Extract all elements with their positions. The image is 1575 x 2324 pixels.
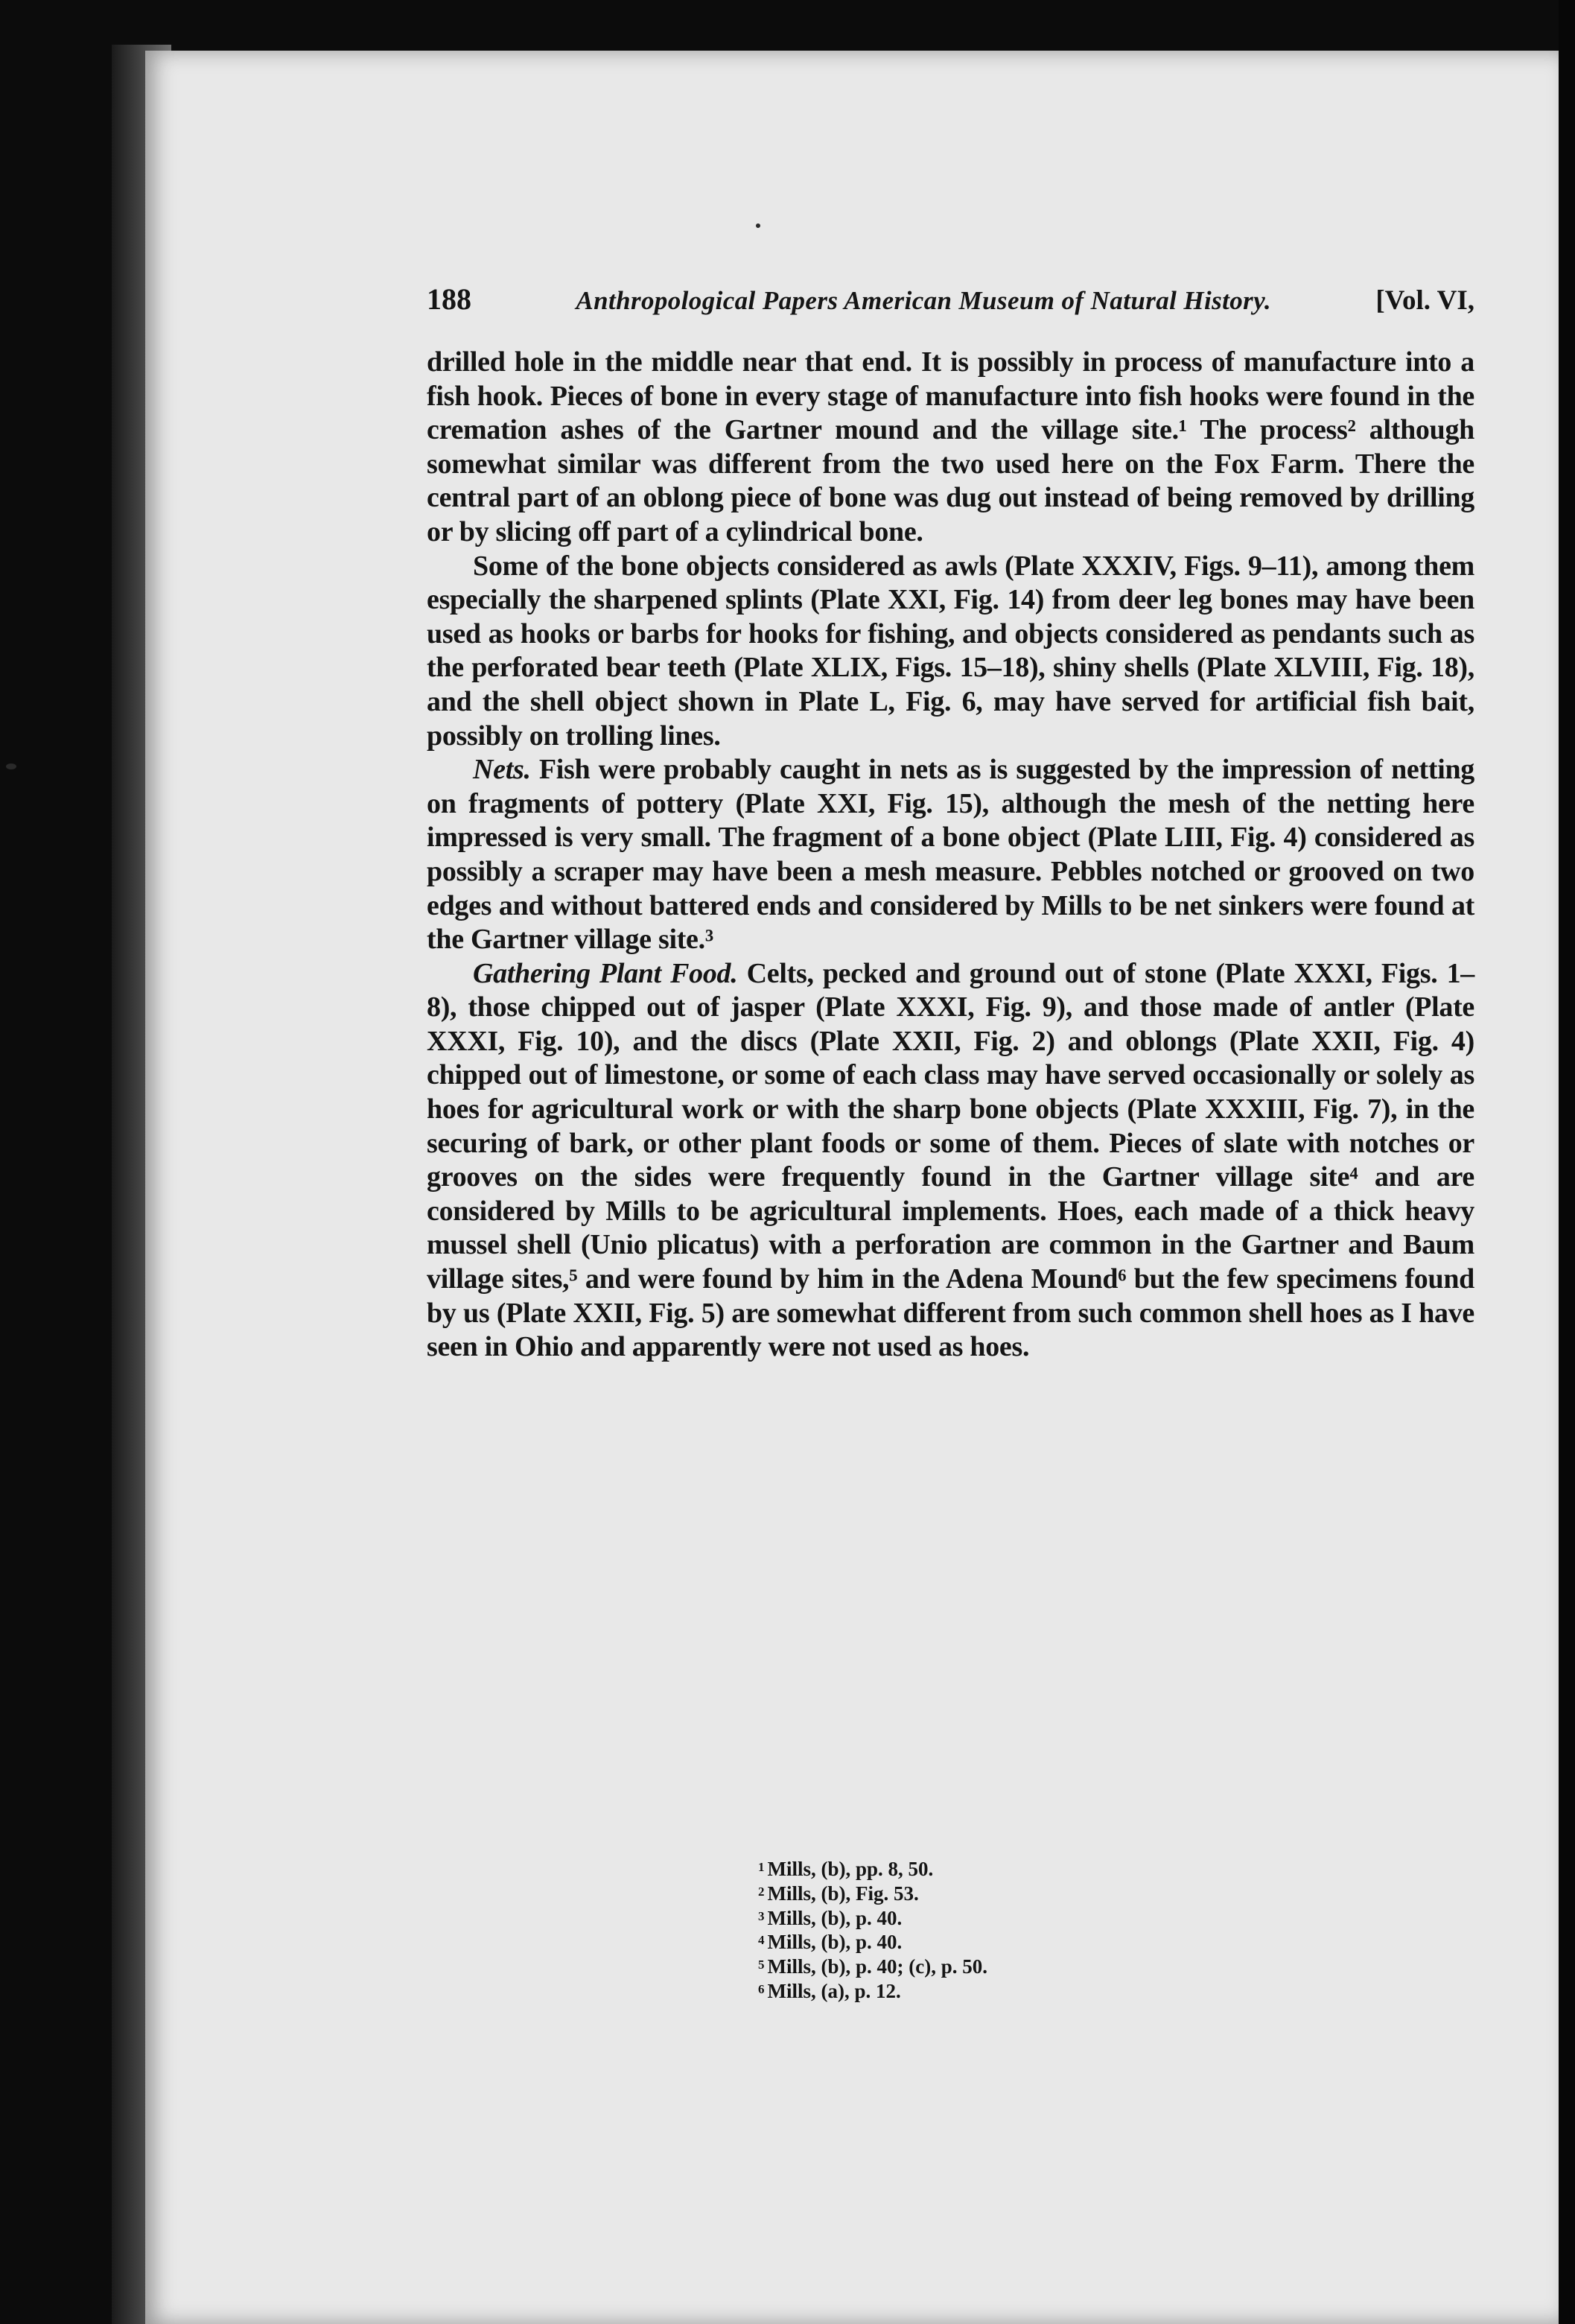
footnote-text: Mills, (b), p. 40. (767, 1931, 903, 1954)
journal-title: Anthropological Papers American Museum of Natural History. (576, 286, 1271, 315)
footnote-text: Mills, (b), p. 40; (c), p. 50. (767, 1955, 987, 1978)
footnote-number: 1 (758, 1860, 765, 1874)
running-head (427, 282, 1474, 346)
footnote (758, 1856, 987, 1881)
footnote-text: Mills, (b), pp. 8, 50. (767, 1858, 934, 1880)
footnote-text: Mills, (a), p. 12. (767, 1979, 901, 2002)
page-number: 188 (427, 282, 471, 316)
footnote-number: 6 (758, 1981, 765, 1996)
footnote (758, 1905, 987, 1930)
scan-speck (6, 763, 16, 769)
footnote (758, 1978, 987, 2003)
paragraph-text: Celts, pecked and ground out of stone (Plate XXXI, Figs. 1–8), those chipped out of jasper (Plate XXXI, Fig. 9), and those made of antler (Plate XXXI, Fig. 10), and the discs (Plate XXII, Fig. 2) and oblongs (Plate XXII, Fig. 4) chipped out of limestone, or some of each class may have served occasionally or solely as hoes for agricultural work or with the sharp bone objects (Plate XXXIII, Fig. 7), in the securing of bark, or other plant foods or some of them. Pieces of slate with notches or grooves on the sides were frequently found in the Gartner village site⁴ and are considered by Mills to be agricultural implements. Hoes, each made of a thick heavy mussel shell (Unio plicatus) with a perforation are common in the Gartner and Baum village sites,⁵ and were found by him in the Adena Mound⁶ but the few specimens found by us (Plate XXII, Fig. 5) are somewhat different from such common shell hoes as I have seen in Ohio and apparently were not used as hoes. (427, 957, 1474, 1363)
body-text (427, 346, 1474, 1365)
paragraph (427, 753, 1474, 957)
footnote-number: 4 (758, 1933, 765, 1948)
section-heading: Nets. (473, 754, 531, 786)
paragraph (427, 957, 1474, 1365)
footnote-text: Mills, (b), p. 40. (767, 1906, 903, 1929)
paragraph-text: drilled hole in the middle near that end. It is possibly in process of manufacture into a fish hook. Pieces of bone in every stage of manufacture into fish hooks were found in the cremation ashes of the Gartner mound and the village site.¹ The process² although somewhat similar was different from the two used here on the Fox Farm. There the central part of an oblong piece of bone was dug out instead of being removed by drilling or by slicing off part of a cylindrical bone. (427, 346, 1474, 547)
footnote-text: Mills, (b), Fig. 53. (767, 1882, 919, 1905)
paragraph (427, 550, 1474, 754)
paragraph (427, 346, 1474, 550)
scan-edge-right (1559, 0, 1575, 2324)
footnote-number: 2 (758, 1884, 765, 1899)
page-content (427, 282, 1474, 1365)
footnote (758, 1881, 987, 1905)
footnote (758, 1929, 987, 1954)
footnote-number: 5 (758, 1958, 765, 1972)
paragraph-text: Fish were probably caught in nets as is suggested by the impression of netting on fragments of pottery (Plate XXI, Fig. 15), although the mesh of the netting here impressed is very small. The fragment of a bone object (Plate LIII, Fig. 4) considered as possibly a scraper may have been a mesh measure. Pebbles notched or grooved on two edges and without battered ends and considered by Mills to be net sinkers were found at the Gartner village site.³ (427, 754, 1474, 956)
section-heading: Gathering Plant Food. (473, 957, 738, 989)
volume-label: [Vol. VI, (1375, 285, 1474, 316)
paragraph-text: Some of the bone objects considered as awls (Plate XXXIV, Figs. 9–11), among them especially the sharpened splints (Plate XXI, Fig. 14) from deer leg bones may have been used as hooks or barbs for hooks for fishing, and objects considered as pendants such as the perforated bear teeth (Plate XLIX, Figs. 15–18), shiny shells (Plate XLVIII, Fig. 18), and the shell object shown in Plate L, Fig. 6, may have served for artificial fish bait, possibly on trolling lines. (427, 550, 1474, 752)
footnotes (758, 1856, 987, 2003)
footnote (758, 1954, 987, 1978)
footnote-number: 3 (758, 1908, 765, 1923)
scan-speck (756, 223, 760, 228)
